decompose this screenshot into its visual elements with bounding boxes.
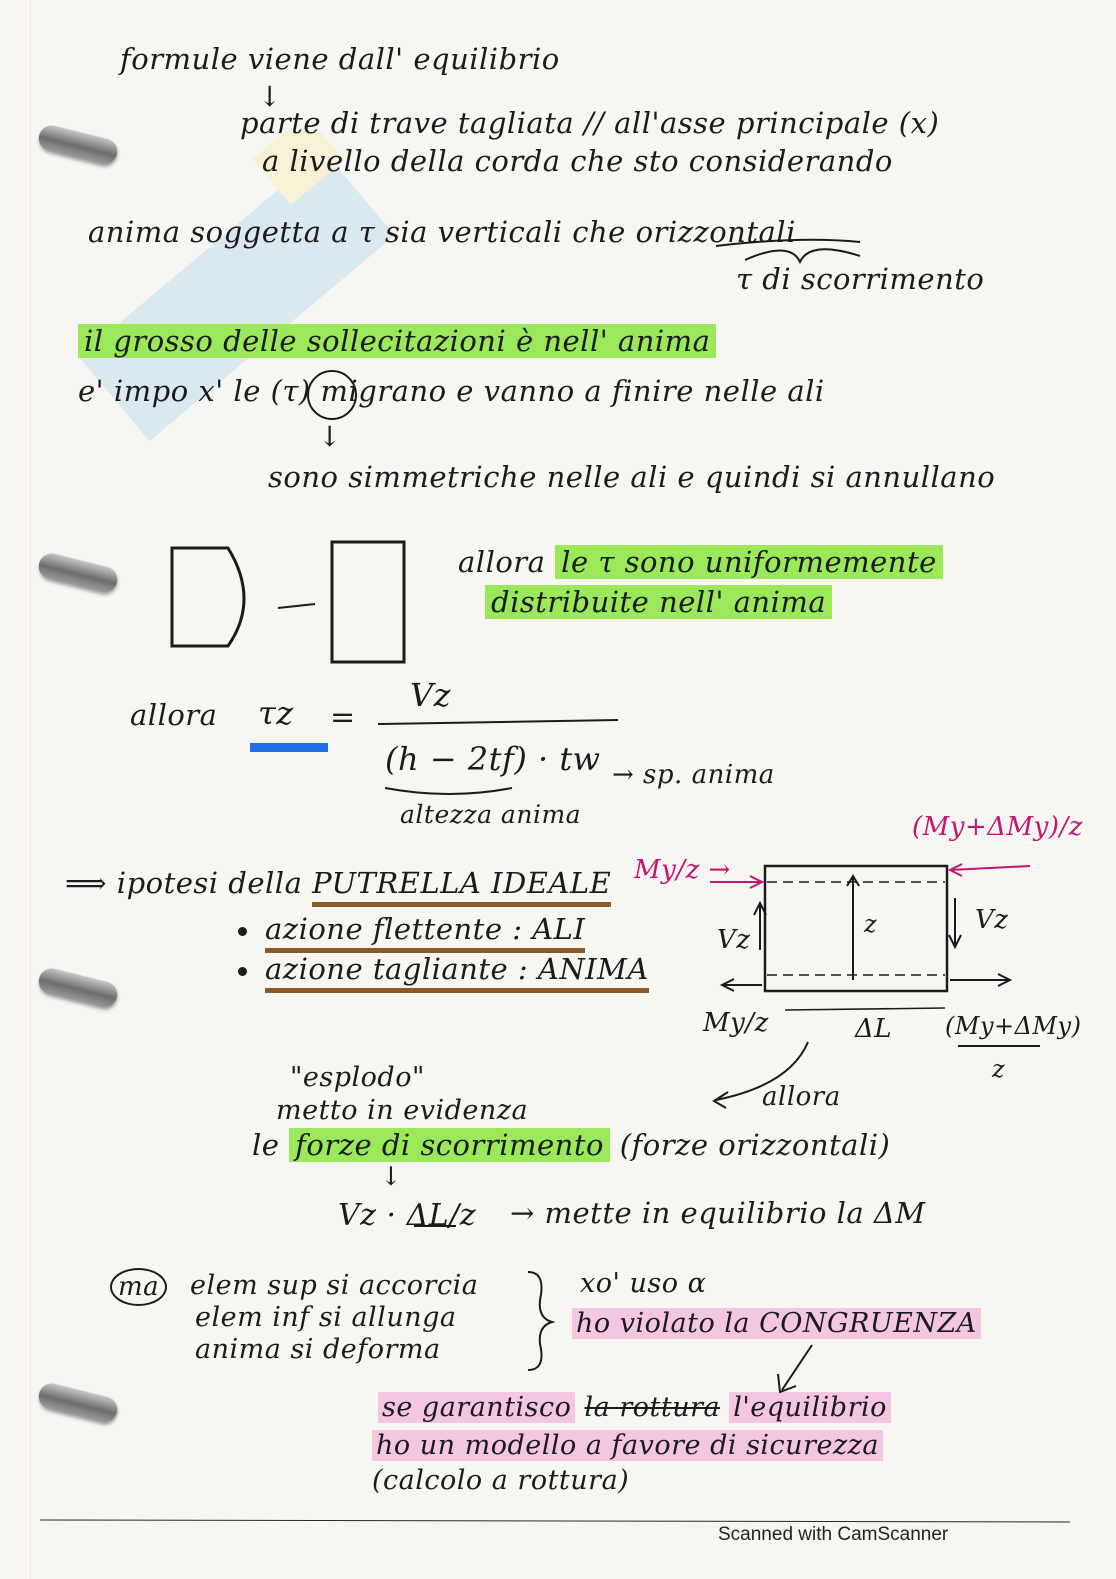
struck-text: la rottura [584,1392,721,1423]
label-my-right: (My+ΔMy)/z [912,812,1083,842]
brace-stroke [385,788,512,794]
label-z-denominator: z [992,1055,1006,1083]
arrow-down: ↓ [380,1162,403,1192]
label-allora: allora [762,1082,841,1112]
label-vz-left: Vz [717,925,751,955]
brace-stroke [528,1272,552,1370]
text: (forze orizzontali) [619,1128,891,1162]
highlight-green: forze di scorrimento [289,1128,610,1162]
formula-note-height: altezza anima [400,800,582,829]
line-17: elem inf si allunga [195,1302,457,1333]
force-arrow-right [950,866,1030,870]
underlined-text: PUTRELLA IDEALE [312,866,611,907]
formula-denominator: (h − 2tf) · tw [385,740,601,778]
line-23: (calcolo a rottura) [372,1465,630,1496]
line-4: anima soggetta a τ sia verticali che orizzontali [88,215,796,249]
line-19: xo' uso α [580,1268,707,1299]
line-5: τ di scorrimento [736,262,985,296]
formula-lhs: τz [258,694,294,732]
arrow-down: ↓ [258,80,282,113]
arrow-down: ↓ [318,420,342,453]
dimension-line [785,1008,945,1010]
shear-force-formula: Vz · ΔL/z [338,1198,477,1233]
scanner-footer: Scanned with CamScanner [718,1524,949,1545]
d-shape-sketch [172,548,244,646]
highlight-pink: ho un modello a favore di sicurezza [372,1430,883,1461]
line-7: e' impo x' le (τ) migrano e vanno a finire nelle ali [78,374,825,408]
label-delta-l: ΔL [855,1014,893,1044]
highlight-pink: l'equilibrio [729,1392,891,1423]
line-3: a livello della corda che sto considerando [262,144,893,178]
label-z: z [864,910,878,938]
circle-tau [308,371,356,419]
fraction-bar [378,720,618,724]
bottom-rule [40,1520,1070,1522]
text: ipotesi della [116,866,303,900]
line-13: metto in evidenza [276,1095,529,1126]
line-8: sono simmetriche nelle ali e quindi si annullano [268,460,996,494]
brace-stroke [745,249,860,262]
implies-arrow: ⟹ [65,866,108,900]
formula-note-web: → sp. anima [612,760,775,790]
label-my-bottom-left: My/z [703,1008,769,1038]
text: allora [458,545,546,579]
line-15: → mette in equilibrio la ΔM [510,1196,926,1230]
text: azione tagliante : ANIMA [265,952,649,993]
circled-ma: ma [110,1268,167,1306]
highlight-pink: ho violato la CONGRUENZA [572,1308,981,1339]
line-18: anima si deforma [195,1334,441,1365]
label-my-left: My/z → [634,855,731,885]
blue-underline [250,743,328,752]
line-2: parte di trave tagliata // all'asse principale (x) [240,106,940,140]
line-1: formule viene dall' equilibrio [120,42,560,76]
beam-element [765,866,947,991]
formula-label: allora [130,698,218,732]
highlight-pink: se garantisco [378,1392,575,1423]
curved-arrow [716,1042,808,1100]
text: azione flettente : ALI [265,912,585,953]
label-vz-right: Vz [975,905,1009,935]
highlight-green: distribuite nell' anima [485,585,832,619]
arrow-line [278,604,315,608]
highlight-green: il grosso delle sollecitazioni è nell' anima [78,324,716,358]
underline-stroke [716,240,860,246]
line-16: elem sup si accorcia [190,1270,479,1301]
arrow-line [782,1345,812,1390]
text: le [252,1128,280,1162]
highlight-green: le τ sono uniformemente [555,545,943,579]
arrow-head [714,1092,728,1108]
formula-numerator: Vz [410,676,451,714]
formula-equals: = [330,700,356,735]
rectangle-sketch [332,542,404,662]
label-my-bottom-right: (My+ΔMy) [945,1012,1082,1040]
line-12: "esplodo" [290,1062,425,1093]
